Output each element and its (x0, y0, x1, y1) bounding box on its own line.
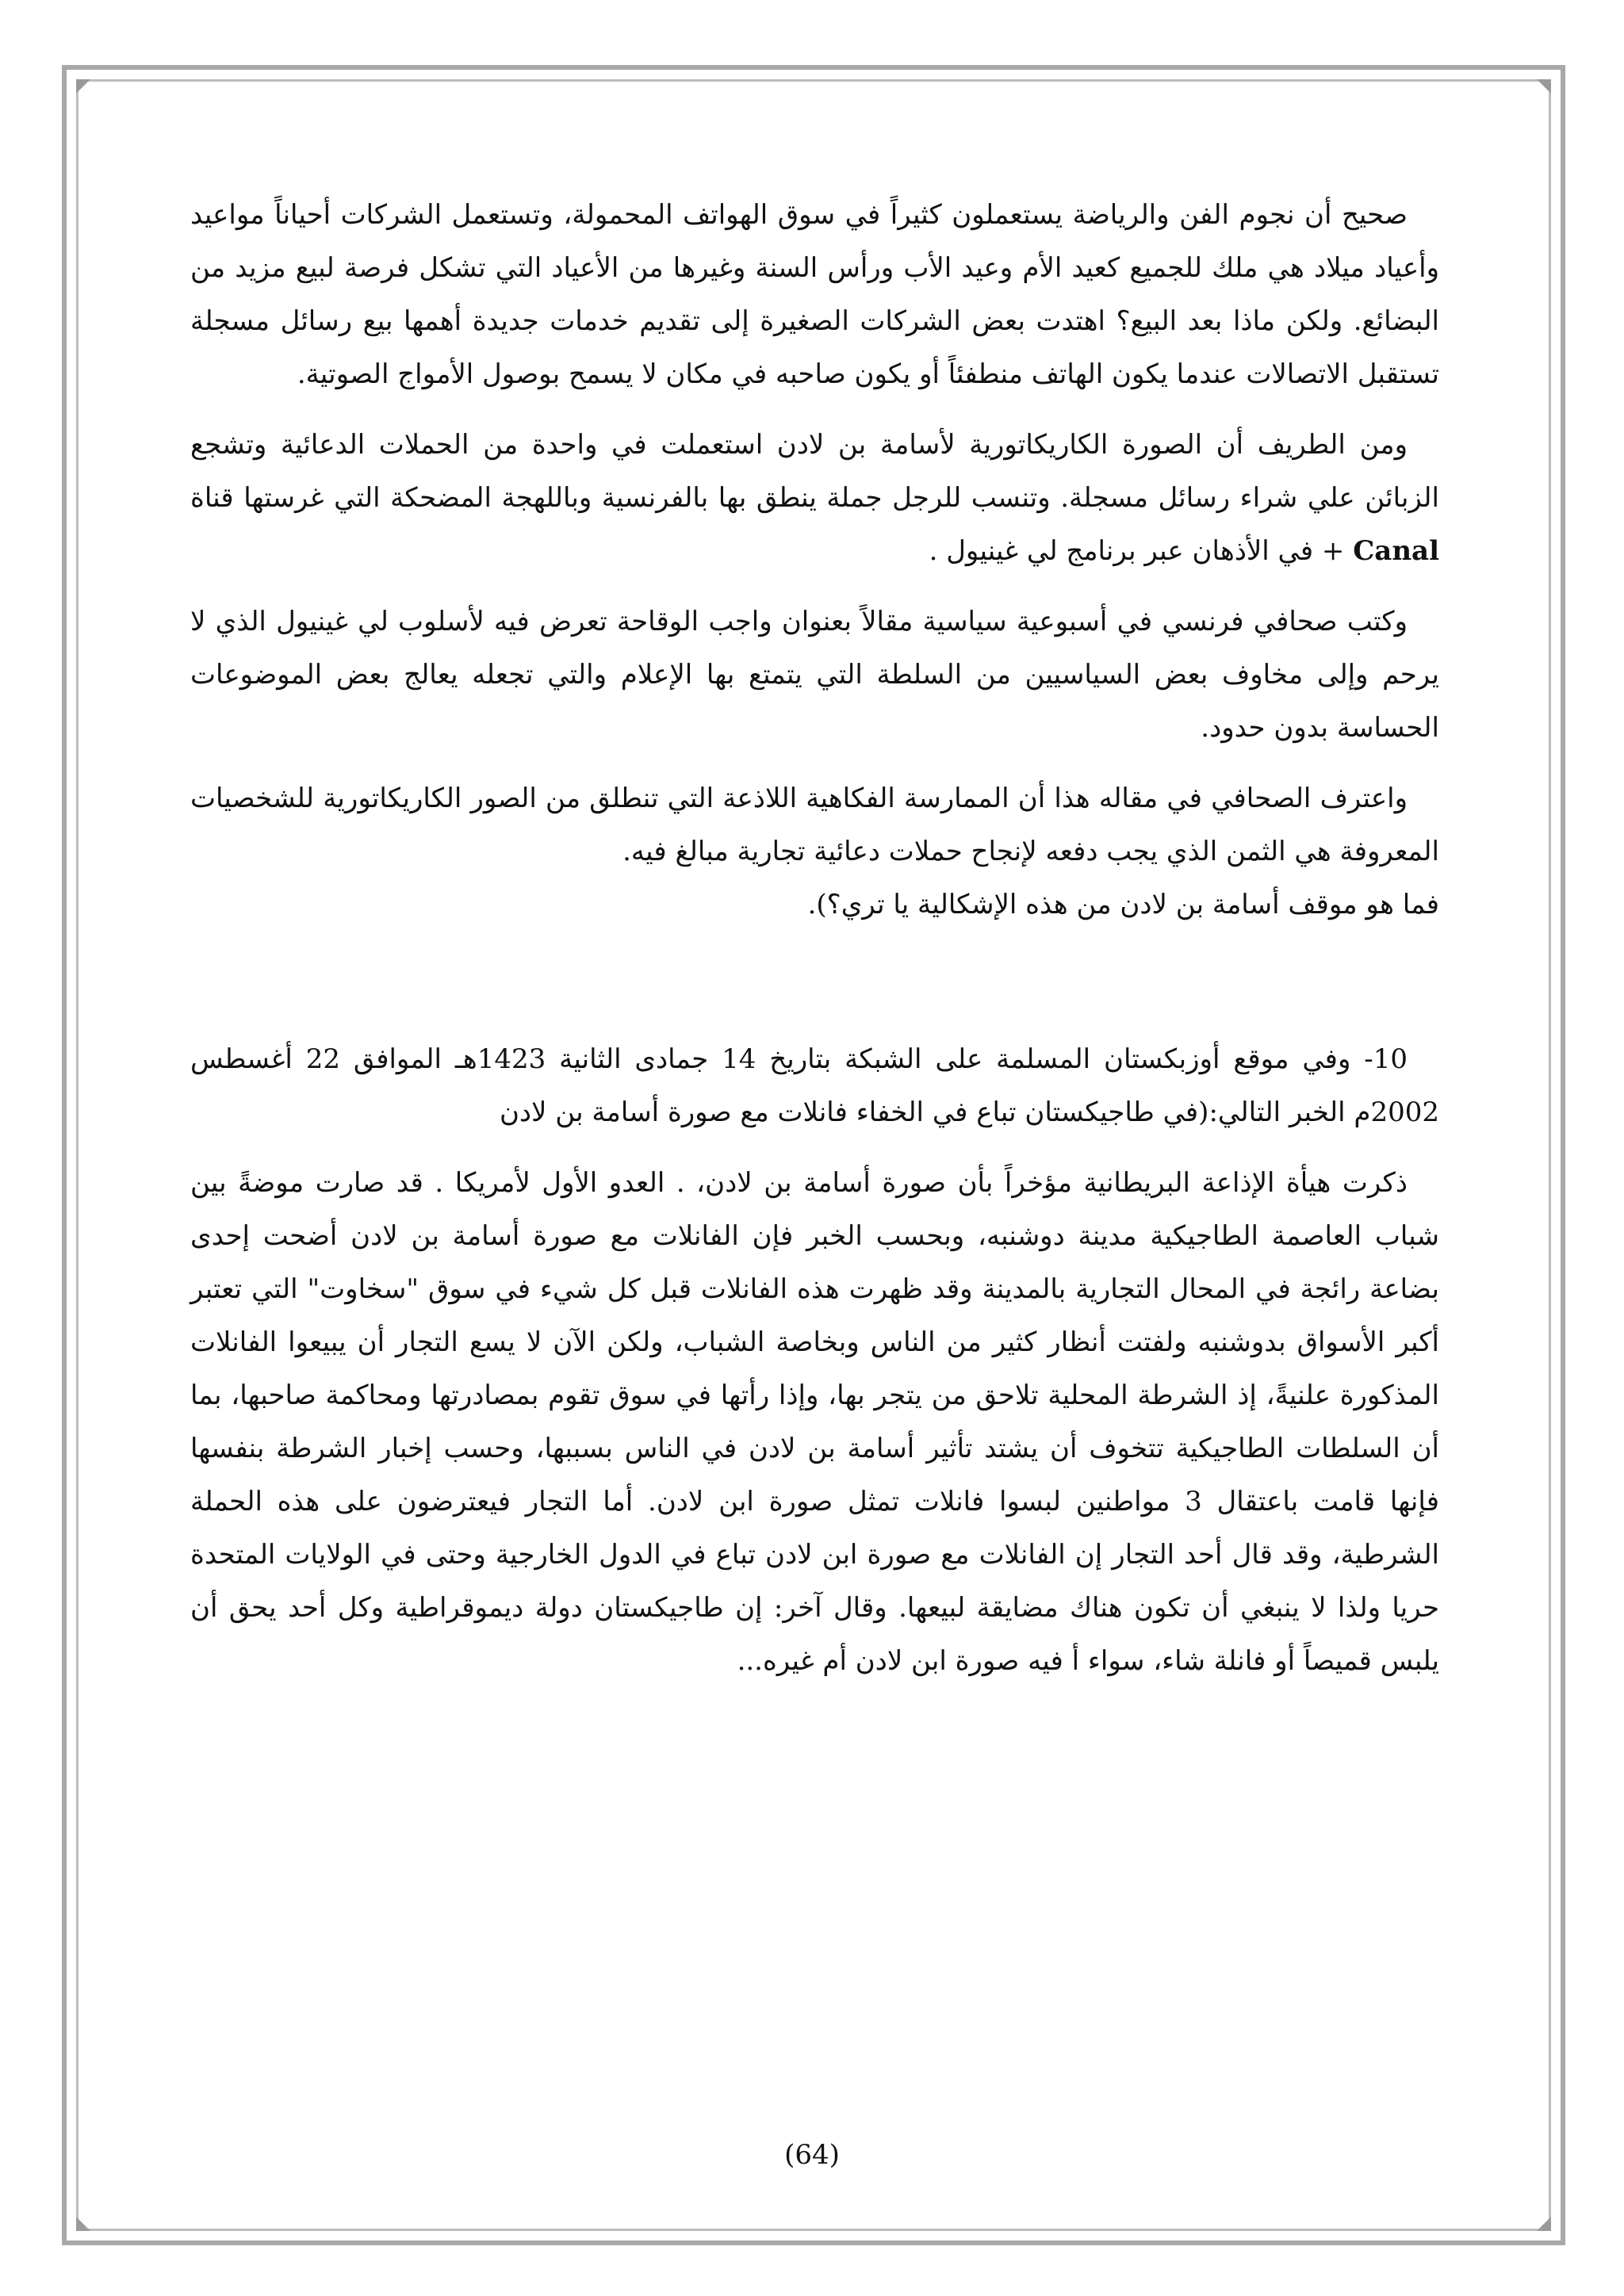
border-corner-ornament (1537, 79, 1551, 94)
page-body (190, 189, 1439, 1688)
caricature-text-end: + في الأذهان عبر برنامج لي غينيول . (929, 535, 1354, 567)
paragraph-caricature-ad (190, 419, 1439, 578)
paragraph-uzbekistan-site: 10- وفي موقع أوزبكستان المسلمة على الشبكة بتاريخ 14 جمادى الثانية 1423هـ الموافق 22 أغسطس 2002م الخبر التالي:(في طاجيكستان تباع في الخفاء فانلات مع صورة أسامة بن لادن (190, 1043, 1439, 1128)
border-corner-ornament (1537, 2217, 1551, 2231)
canal-channel-name: Canal (1353, 535, 1439, 567)
border-corner-ornament (76, 2217, 90, 2231)
paragraph-tajikistan-shirts: ذكرت هيأة الإذاعة البريطانية مؤخراً بأن صورة أسامة بن لادن، . العدو الأول لأمريكا . قد صارت موضةً بين شباب العاصمة الطاجيكية مدينة دوشنبه، وبحسب الخبر فإن الفانلات مع صورة أسامة بن لادن أضحت إحدى بضاعة رائجة في المحال التجارية بالمدينة وقد ظهرت هذه الفانلات قبل كل شيء في سوق "سخاوت" التي تعتبر أكبر الأسواق بدوشنبه ولفتت أنظار كثير من الناس وبخاصة الشباب، ولكن الآن لا يسع التجار أن يبيعوا الفانلات المذكورة علنيةً، إذ الشرطة المحلية تلاحق من يتجر بها، وإذا رأتها في سوق تقوم بمصادرتها ومحاكمة صاحبها، بما أن السلطات الطاجيكية تتخوف أن يشتد تأثير أسامة بن لادن في الناس بسببها، وحسب إخبار الشرطة بنفسها فإنها قامت باعتقال 3 مواطنين لبسوا فانلات تمثل صورة ابن لادن. أما التجار فيعترضون على هذه الحملة الشرطية، وقد قال أحد التجار إن الفانلات مع صورة ابن لادن تباع في الدول الخارجية وحتى في الولايات المتحدة حريا ولذا لا ينبغي أن تكون هناك مضايقة لبيعها. وقال آخر: إن طاجيكستان دولة ديموقراطية وكل أحد يحق أن يلبس قميصاً أو فانلة شاء، سواء أ فيه صورة ابن لادن أم غيره... (190, 1167, 1440, 1677)
border-corner-ornament (76, 79, 90, 94)
paragraph-phone-market: صحيح أن نجوم الفن والرياضة يستعملون كثيراً في سوق الهواتف المحمولة، وتستعمل الشركات أحياناً مواعيد وأعياد ميلاد هي ملك للجميع كعيد الأم وعيد الأب ورأس السنة وغيرها من الأعياد التي تشكل فرصة لبيع مزيد من البضائع. ولكن ماذا بعد البيع؟ اهتدت بعض الشركات الصغيرة إلى تقديم خدمات جديدة أهمها بيع رسائل مسجلة تستقبل الاتصالات عندما يكون الهاتف منطفئاً أو يكون صاحبه في مكان لا يسمح بوصول الأمواج الصوتية. (190, 199, 1439, 390)
paragraph-journalist-admission: واعترف الصحافي في مقاله هذا أن الممارسة الفكاهية اللاذعة التي تنطلق من الصور الكاريكاتورية للشخصيات المعروفة هي الثمن الذي يجب دفعه لإنجاح حملات دعائية تجارية مبالغ فيه. (190, 783, 1439, 867)
paragraph-journalist-article: وكتب صحافي فرنسي في أسبوعية سياسية مقالاً بعنوان واجب الوقاحة تعرض فيه لأسلوب لي غينيول الذي لا يرحم وإلى مخاوف بعض السياسيين من السلطة التي يتمتع بها الإعلام والتي تجعله يعالج بعض الموضوعات الحساسة بدون حدود. (190, 606, 1439, 744)
paragraph-question: فما هو موقف أسامة بن لادن من هذه الإشكالية يا تري؟). (807, 889, 1439, 920)
caricature-text-start: ومن الطريف أن الصورة الكاريكاتورية لأسامة بن لادن استعملت في واحدة من الحملات الدعائية وتشجع الزبائن علي شراء رسائل مسجلة. وتنسب للرجل جملة ينطق بها بالفرنسية وباللهجة المضحكة التي غرستها قناة (190, 429, 1439, 514)
page-number: (64) (784, 2139, 840, 2171)
